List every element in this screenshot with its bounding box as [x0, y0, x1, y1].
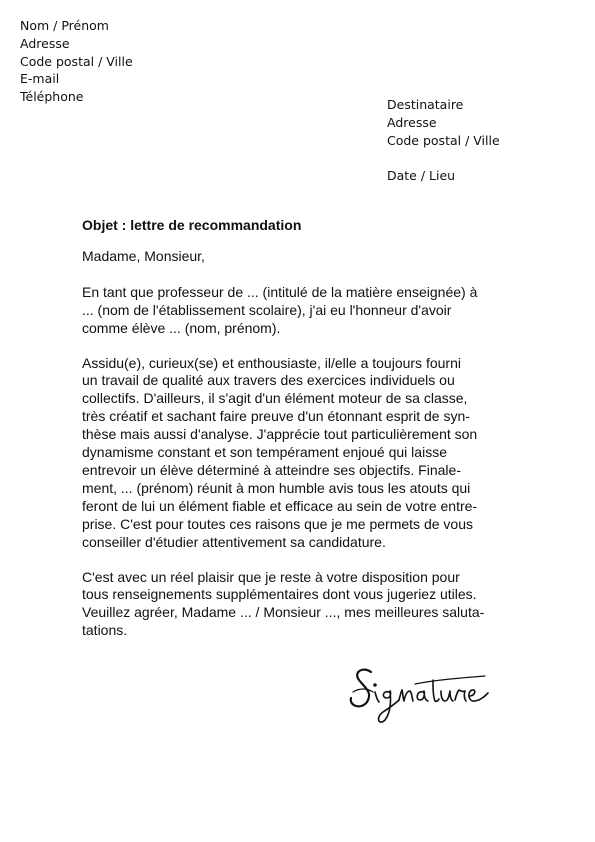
paragraph-line: très créatif et sachant faire preuve d'un étonnant esprit de syn-	[82, 408, 470, 425]
paragraph-line: Veuillez agréer, Madame ... / Monsieur ..., mes meilleures saluta-	[82, 604, 485, 621]
paragraph-closing	[82, 569, 522, 641]
paragraph-line: C'est avec un réel plaisir que je reste à votre disposition pour	[82, 568, 460, 585]
paragraph-line: tations.	[82, 622, 128, 639]
sender-postal-city: Code postal / Ville	[20, 53, 133, 69]
paragraph-line: feront de lui un élément fiable et efficace au sein de votre entre-	[82, 497, 478, 514]
sender-name: Nom / Prénom	[20, 18, 109, 33]
paragraph-line: Assidu(e), curieux(se) et enthousiaste, il/elle a toujours fourni	[82, 354, 461, 371]
paragraph-line: collectifs. D'ailleurs, il s'agit d'un élément moteur de sa classe,	[82, 390, 468, 407]
paragraph-introduction	[82, 284, 522, 338]
paragraph-line: En tant que professeur de ... (intitulé de la matière enseignée) à	[82, 283, 478, 300]
sender-phone: Téléphone	[20, 89, 84, 105]
sender-address: Adresse	[20, 35, 70, 51]
handwritten-signature	[345, 658, 495, 728]
paragraph-line: entrevoir un élève déterminé à atteindre ses objectifs. Finale-	[82, 461, 461, 478]
letter-body	[82, 217, 522, 657]
sender-email: E-mail	[20, 71, 60, 87]
paragraph-line: thèse mais aussi d'analyse. J'apprécie tout particulièrement son	[82, 426, 478, 443]
paragraph-line: un travail de qualité aux travers des exercices individuels ou	[82, 372, 455, 389]
sender-block	[20, 17, 133, 106]
paragraph-line: prise. C'est pour toutes ces raisons que je me permets de vous	[82, 515, 473, 532]
paragraph-qualities	[82, 355, 522, 552]
recipient-name: Destinataire	[387, 97, 464, 112]
paragraph-line: dynamisme constant et son tempérament enjoué qui laisse	[82, 444, 447, 461]
paragraph-line: tous renseignements supplémentaires dont vous jugeriez utiles.	[82, 586, 477, 603]
paragraph-line: ment, ... (prénom) réunit à mon humble avis tous les atouts qui	[82, 479, 471, 496]
signature-image	[345, 658, 495, 728]
recipient-postal-city: Code postal / Ville	[387, 132, 500, 148]
recipient-block	[387, 96, 500, 149]
letter-subject: Objet : lettre de recommandation	[82, 217, 302, 233]
date-place: Date / Lieu	[387, 168, 456, 183]
recipient-address: Adresse	[387, 114, 437, 130]
letter-greeting: Madame, Monsieur,	[82, 247, 205, 264]
paragraph-line: ... (nom de l'établissement scolaire), j'ai eu l'honneur d'avoir	[82, 301, 452, 318]
paragraph-line: comme élève ... (nom, prénom).	[82, 319, 281, 336]
paragraph-line: conseiller d'étudier attentivement sa candidature.	[82, 533, 386, 550]
